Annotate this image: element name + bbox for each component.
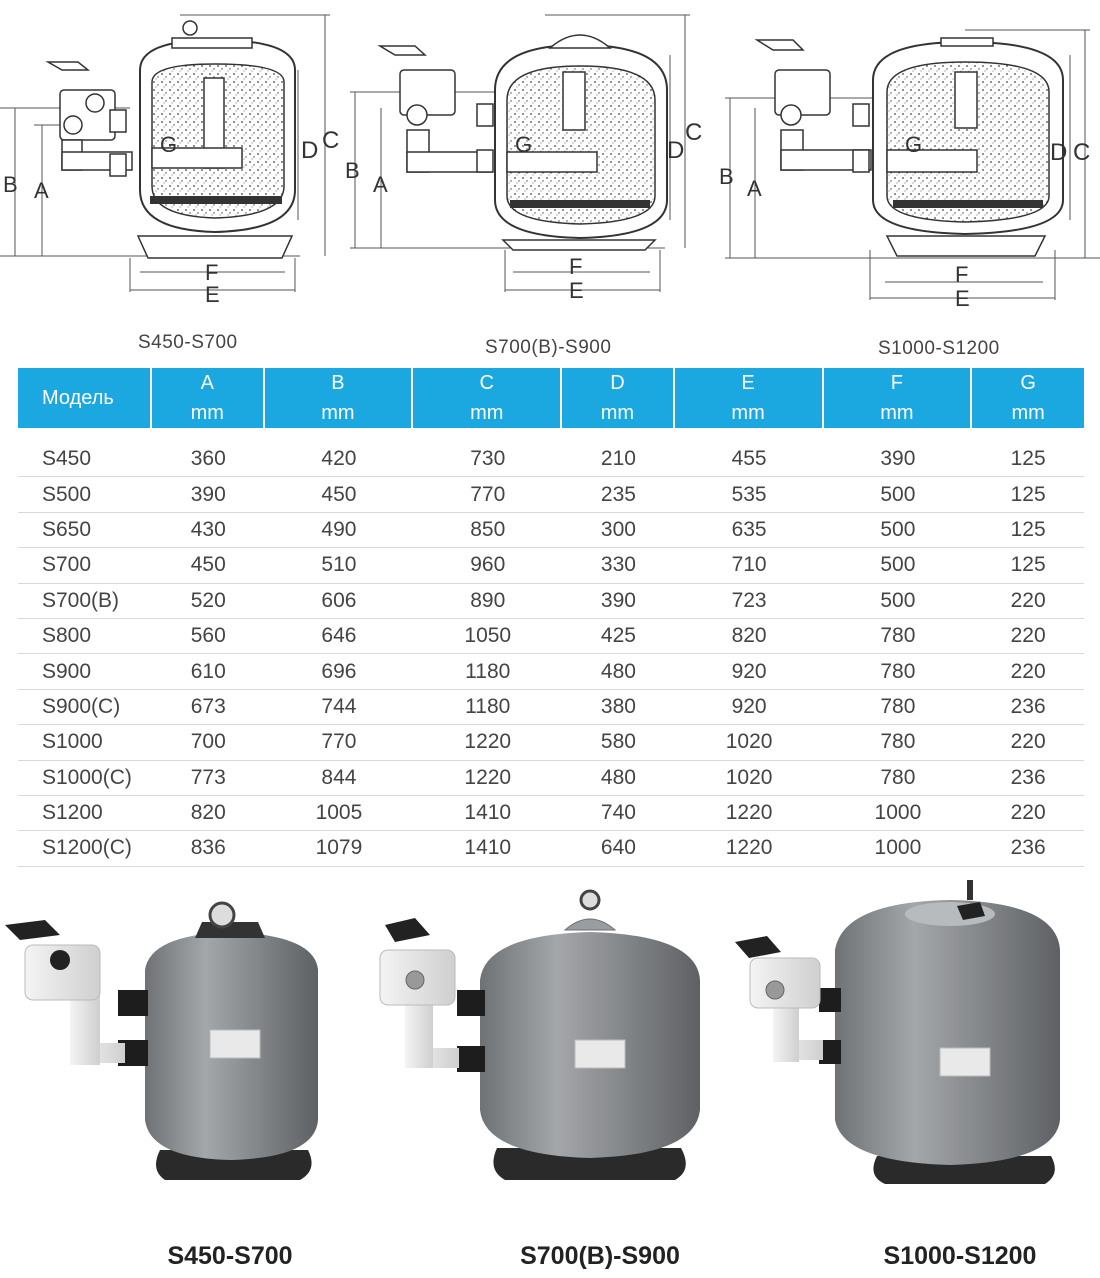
dimension-cell: 390 [824,442,973,477]
dimension-cell: 430 [152,513,265,548]
table-spacer [18,428,1084,442]
table-row [18,690,1084,725]
product-caption: S450-S700 [167,1242,293,1270]
diagram-s700b-s900 [345,0,705,320]
dim-b-letter: B [345,158,360,183]
dimension-cell: 450 [265,477,414,512]
model-cell: S900(C) [18,690,152,725]
dimension-cell: 420 [265,442,414,477]
header-letter: B [331,372,345,394]
dimension-cell: 1220 [413,761,562,796]
dimension-cell: 920 [675,690,824,725]
dim-e-letter: E [569,278,584,303]
product-caption: S700(B)-S900 [520,1242,680,1270]
dimension-cell: 780 [824,654,973,689]
header-unit: mm [880,402,914,424]
dim-e-letter: E [955,286,970,311]
table-row [18,831,1084,866]
dim-e-letter: E [205,282,220,307]
dimension-cell: 500 [824,584,973,619]
product-photo-s1000-s1200 [735,880,1065,1220]
header-unit: mm [600,402,635,424]
dimension-cell: 580 [562,725,675,760]
dimension-cell: 610 [152,654,265,689]
dim-g-letter: G [160,132,178,157]
dim-c-letter: C [322,127,340,154]
dimension-cell: 1000 [824,831,973,866]
header-letter: A [200,372,214,394]
dimension-cell: 300 [562,513,675,548]
dimension-cell: 780 [824,725,973,760]
model-cell: S450 [18,442,152,477]
dimension-cell: 1410 [413,796,562,831]
dimension-cell: 770 [265,725,414,760]
dimension-cell: 640 [562,831,675,866]
table-header-a [152,368,265,428]
table-header-row [18,368,1084,428]
dimension-cell: 723 [675,584,824,619]
dim-d-letter: D [1050,139,1068,166]
dimension-cell: 380 [562,690,675,725]
dimension-cell: 850 [413,513,562,548]
dimension-cell: 510 [265,548,414,583]
dimension-cell: 125 [972,477,1084,512]
dimension-cell: 696 [265,654,414,689]
table-header-c [413,368,562,428]
dimension-cell: 890 [413,584,562,619]
dimension-cell: 960 [413,548,562,583]
dimension-cell: 646 [265,619,414,654]
model-cell: S1200(C) [18,831,152,866]
dimension-cell: 1005 [265,796,414,831]
dimension-cell: 730 [413,442,562,477]
filter-photo-drawing [735,880,1065,1220]
dimension-cell: 480 [562,654,675,689]
table-header-b [265,368,414,428]
dimension-cell: 330 [562,548,675,583]
header-letter: D [610,372,625,394]
header-unit: mm [321,402,355,424]
table-row [18,548,1084,583]
dimension-cell: 455 [675,442,824,477]
diagram-label: S700(B)-S900 [485,337,612,358]
dimension-cell: 1079 [265,831,414,866]
diagram-s450-s700 [0,0,360,320]
dimension-cell: 844 [265,761,414,796]
dimension-cell: 500 [824,477,973,512]
model-cell: S1200 [18,796,152,831]
dimension-cell: 360 [152,442,265,477]
dim-a-letter: A [747,176,762,201]
table-row [18,725,1084,760]
dim-b-letter: B [3,172,18,197]
dimensions-table [18,368,1084,867]
diagram-label: S450-S700 [138,332,238,353]
dimension-cell: 220 [972,584,1084,619]
filter-diagram-drawing [345,0,705,320]
filter-diagram-drawing [719,0,1100,320]
model-cell: S900 [18,654,152,689]
model-cell: S1000(C) [18,761,152,796]
dimension-cell: 700 [152,725,265,760]
dim-g-letter: G [905,132,923,157]
dimension-cell: 673 [152,690,265,725]
dimension-cell: 780 [824,690,973,725]
dimension-cell: 820 [675,619,824,654]
dimension-cell: 744 [265,690,414,725]
dimension-cell: 836 [152,831,265,866]
dimension-cell: 535 [675,477,824,512]
dim-f-letter: F [569,254,583,279]
model-cell: S1000 [18,725,152,760]
model-cell: S700(B) [18,584,152,619]
dimension-cell: 220 [972,796,1084,831]
header-letter: G [1020,372,1036,394]
table-header-model [18,368,152,428]
dimension-cell: 490 [265,513,414,548]
product-photo-s450-s700 [0,880,340,1220]
dimension-cell: 780 [824,761,973,796]
filter-photo-drawing [375,880,705,1220]
dimension-cell: 773 [152,761,265,796]
dimension-cell: 125 [972,548,1084,583]
dimension-cell: 1180 [413,690,562,725]
dim-d-letter: D [301,137,319,164]
table-row [18,584,1084,619]
dimension-cell: 425 [562,619,675,654]
dim-f-letter: F [955,262,969,287]
table-header-d [562,368,675,428]
product-photo-s700b-s900 [375,880,705,1220]
dimension-cell: 210 [562,442,675,477]
table-header-g [972,368,1084,428]
dimension-cell: 220 [972,654,1084,689]
table-row [18,513,1084,548]
dimension-cell: 1050 [413,619,562,654]
dimension-cell: 450 [152,548,265,583]
dimension-cell: 1220 [675,796,824,831]
dimension-cell: 1000 [824,796,973,831]
dimension-cell: 1220 [413,725,562,760]
table-header-f [824,368,973,428]
table-body [18,428,1084,867]
dimension-cell: 220 [972,619,1084,654]
dimension-cell: 500 [824,513,973,548]
dimension-cell: 236 [972,690,1084,725]
dim-a-letter: A [34,178,49,203]
table-row [18,796,1084,831]
dimension-cell: 236 [972,831,1084,866]
table-row [18,477,1084,512]
filter-diagram-drawing [0,0,360,320]
product-caption: S1000-S1200 [883,1242,1037,1270]
header-letter: E [741,372,755,394]
dimension-cell: 1020 [675,725,824,760]
table-header-e [675,368,824,428]
table-row [18,442,1084,477]
dim-g-letter: G [515,132,533,157]
dim-c-letter: C [1073,139,1091,166]
table-row [18,619,1084,654]
dimension-cell: 770 [413,477,562,512]
dimension-cell: 236 [972,761,1084,796]
header-unit: mm [1011,402,1045,424]
model-cell: S500 [18,477,152,512]
dimension-cell: 820 [152,796,265,831]
dimension-cell: 780 [824,619,973,654]
model-cell: S700 [18,548,152,583]
dimension-cell: 480 [562,761,675,796]
dimension-cell: 920 [675,654,824,689]
dimension-cell: 1020 [675,761,824,796]
dimension-cell: 606 [265,584,414,619]
table-row [18,654,1084,689]
header-unit: mm [470,402,504,424]
model-cell: S800 [18,619,152,654]
dimension-cell: 1180 [413,654,562,689]
header-unit: mm [190,402,224,424]
dimension-cell: 500 [824,548,973,583]
dimension-cell: 235 [562,477,675,512]
dimension-cell: 125 [972,442,1084,477]
dimension-cell: 635 [675,513,824,548]
header-letter: C [479,372,494,394]
dimension-cell: 125 [972,513,1084,548]
dimension-cell: 390 [562,584,675,619]
dimension-cell: 220 [972,725,1084,760]
dim-f-letter: F [205,260,219,285]
dimension-cell: 740 [562,796,675,831]
dim-a-letter: A [373,172,388,197]
dimension-cell: 1220 [675,831,824,866]
filter-photo-drawing [0,880,340,1220]
table-row [18,761,1084,796]
diagram-label: S1000-S1200 [878,338,1000,359]
dimension-cell: 560 [152,619,265,654]
dimension-cell: 390 [152,477,265,512]
dimension-cell: 1410 [413,831,562,866]
dimension-cell: 520 [152,584,265,619]
dim-d-letter: D [667,137,685,164]
header-letter: F [890,372,904,394]
diagram-s1000-s1200 [719,0,1100,320]
dim-b-letter: B [719,164,734,189]
model-cell: S650 [18,513,152,548]
header-unit: mm [731,402,765,424]
dimension-cell: 710 [675,548,824,583]
header-label: Модель [42,387,114,409]
spacer-cell [18,428,1084,442]
dim-c-letter: C [685,119,703,146]
